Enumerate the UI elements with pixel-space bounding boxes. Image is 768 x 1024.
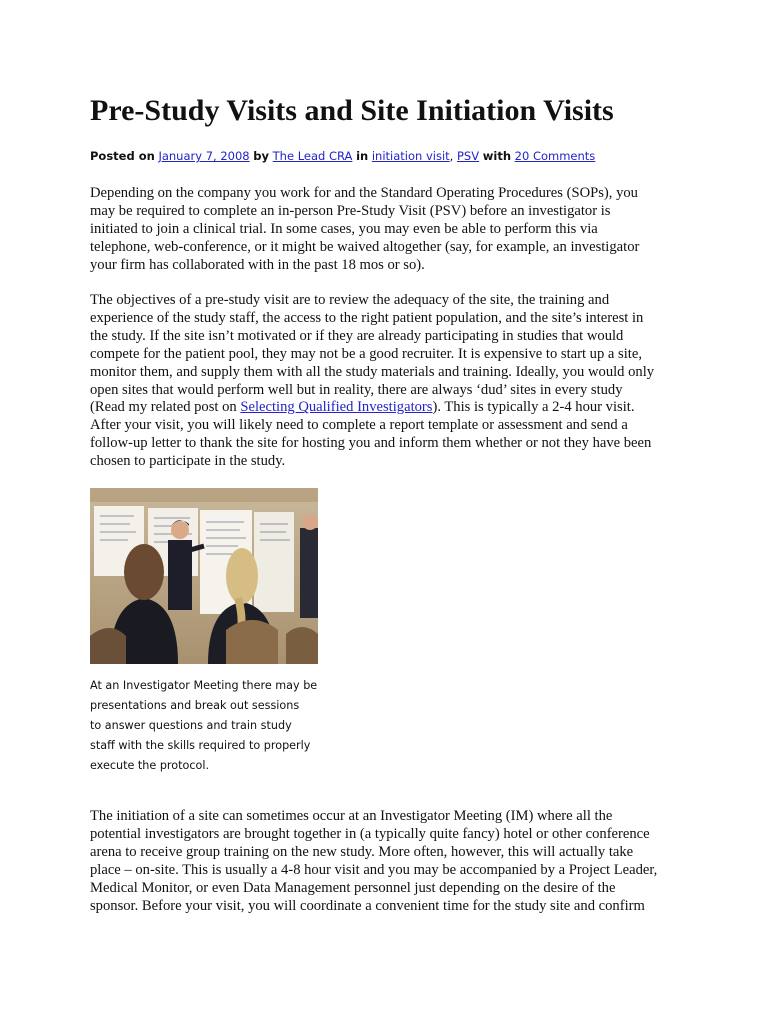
paragraph-line: sponsor. Before your visit, you will coordinate a convenient time for the study site and confirm bbox=[90, 897, 645, 914]
category-separator: , bbox=[449, 149, 454, 163]
paragraph-line: telephone, web-conference, or it might be waived altogether (say, for example, an investigator bbox=[90, 238, 640, 255]
paragraph-line: The initiation of a site can sometimes occur at an Investigator Meeting (IM) where all the bbox=[90, 808, 613, 824]
paragraph-line: follow-up letter to thank the site for hosting you and inform them whether or not they have been bbox=[90, 435, 652, 452]
caption-line: to answer questions and train study bbox=[90, 719, 292, 732]
link-line-suffix: ). This is typically a 2-4 hour visit. bbox=[432, 399, 635, 416]
photo-illustration bbox=[90, 488, 318, 664]
paragraph-line: After your visit, you will likely need to complete a report template or assessment and send a bbox=[90, 417, 628, 434]
paragraph-line: chosen to participate in the study. bbox=[90, 453, 286, 470]
post-date-link[interactable]: January 7, 2008 bbox=[158, 149, 250, 163]
paragraph-line: may be required to complete an in-person Pre-Study Visit (PSV) before an investigator is bbox=[90, 202, 611, 219]
caption-line: staff with the skills required to properly bbox=[90, 739, 311, 752]
paragraph-line: potential investigators are brought together in (a typically quite fancy) hotel or other conference bbox=[90, 825, 650, 842]
in-label: in bbox=[356, 149, 369, 163]
with-label: with bbox=[482, 149, 512, 163]
caption-line: execute the protocol. bbox=[90, 759, 210, 772]
author-link[interactable]: The Lead CRA bbox=[272, 149, 353, 163]
post-meta bbox=[90, 147, 595, 165]
paragraph-line: open sites that would perform well but in reality, there are always ‘dud’ sites in every study bbox=[90, 381, 623, 398]
paragraph-line: Depending on the company you work for and the Standard Operating Procedures (SOPs), you bbox=[90, 185, 638, 201]
posted-on-label: Posted on bbox=[90, 149, 155, 163]
paragraph-line: monitor them, and supply them with all the study materials and training. Ideally, you would only bbox=[90, 363, 655, 380]
investigator-meeting-photo bbox=[90, 488, 318, 664]
paragraph-objectives bbox=[90, 292, 690, 471]
paragraph-line: compete for the patient pool, they may not be a good recruiter. It is expensive to start up a site, bbox=[90, 345, 642, 362]
paragraph-line: the study. If the site isn’t motivated or if they are already participating in studies that would bbox=[90, 327, 624, 344]
paragraph-intro bbox=[90, 185, 690, 275]
paragraph-line: arena to receive group training on the new study. More often, however, this will actually take bbox=[90, 843, 634, 860]
category-psv-link[interactable]: PSV bbox=[456, 149, 480, 163]
photo-caption bbox=[90, 676, 330, 776]
by-label: by bbox=[253, 149, 269, 163]
paragraph-line: The objectives of a pre-study visit are to review the adequacy of the site, the training and bbox=[90, 292, 610, 308]
paragraph-line: experience of the study staff, the access to the right patient population, and the site’s interest in bbox=[90, 309, 644, 326]
caption-line: At an Investigator Meeting there may be bbox=[90, 679, 318, 692]
selecting-qualified-investigators-link[interactable]: Selecting Qualified Investigators bbox=[240, 399, 433, 416]
article-title: Pre-Study Visits and Site Initiation Visits bbox=[90, 94, 614, 127]
comments-link[interactable]: 20 Comments bbox=[514, 149, 596, 163]
category-initiation-visit-link[interactable]: initiation visit bbox=[371, 149, 450, 163]
paragraph-line: your firm has collaborated with in the past 18 mos or so). bbox=[90, 256, 425, 273]
paragraph-line-with-link bbox=[90, 399, 690, 417]
paragraph-initiation bbox=[90, 808, 690, 915]
link-line-prefix: (Read my related post on bbox=[90, 399, 241, 416]
paragraph-line: place – on-site. This is usually a 4-8 hour visit and you may be accompanied by a Project Leader, bbox=[90, 861, 658, 878]
caption-line: presentations and break out sessions bbox=[90, 699, 300, 712]
paragraph-line: initiated to join a clinical trial. In some cases, you may even be able to perform this via bbox=[90, 220, 598, 237]
paragraph-line: Medical Monitor, or even Data Management personnel just depending on the desire of the bbox=[90, 879, 616, 896]
